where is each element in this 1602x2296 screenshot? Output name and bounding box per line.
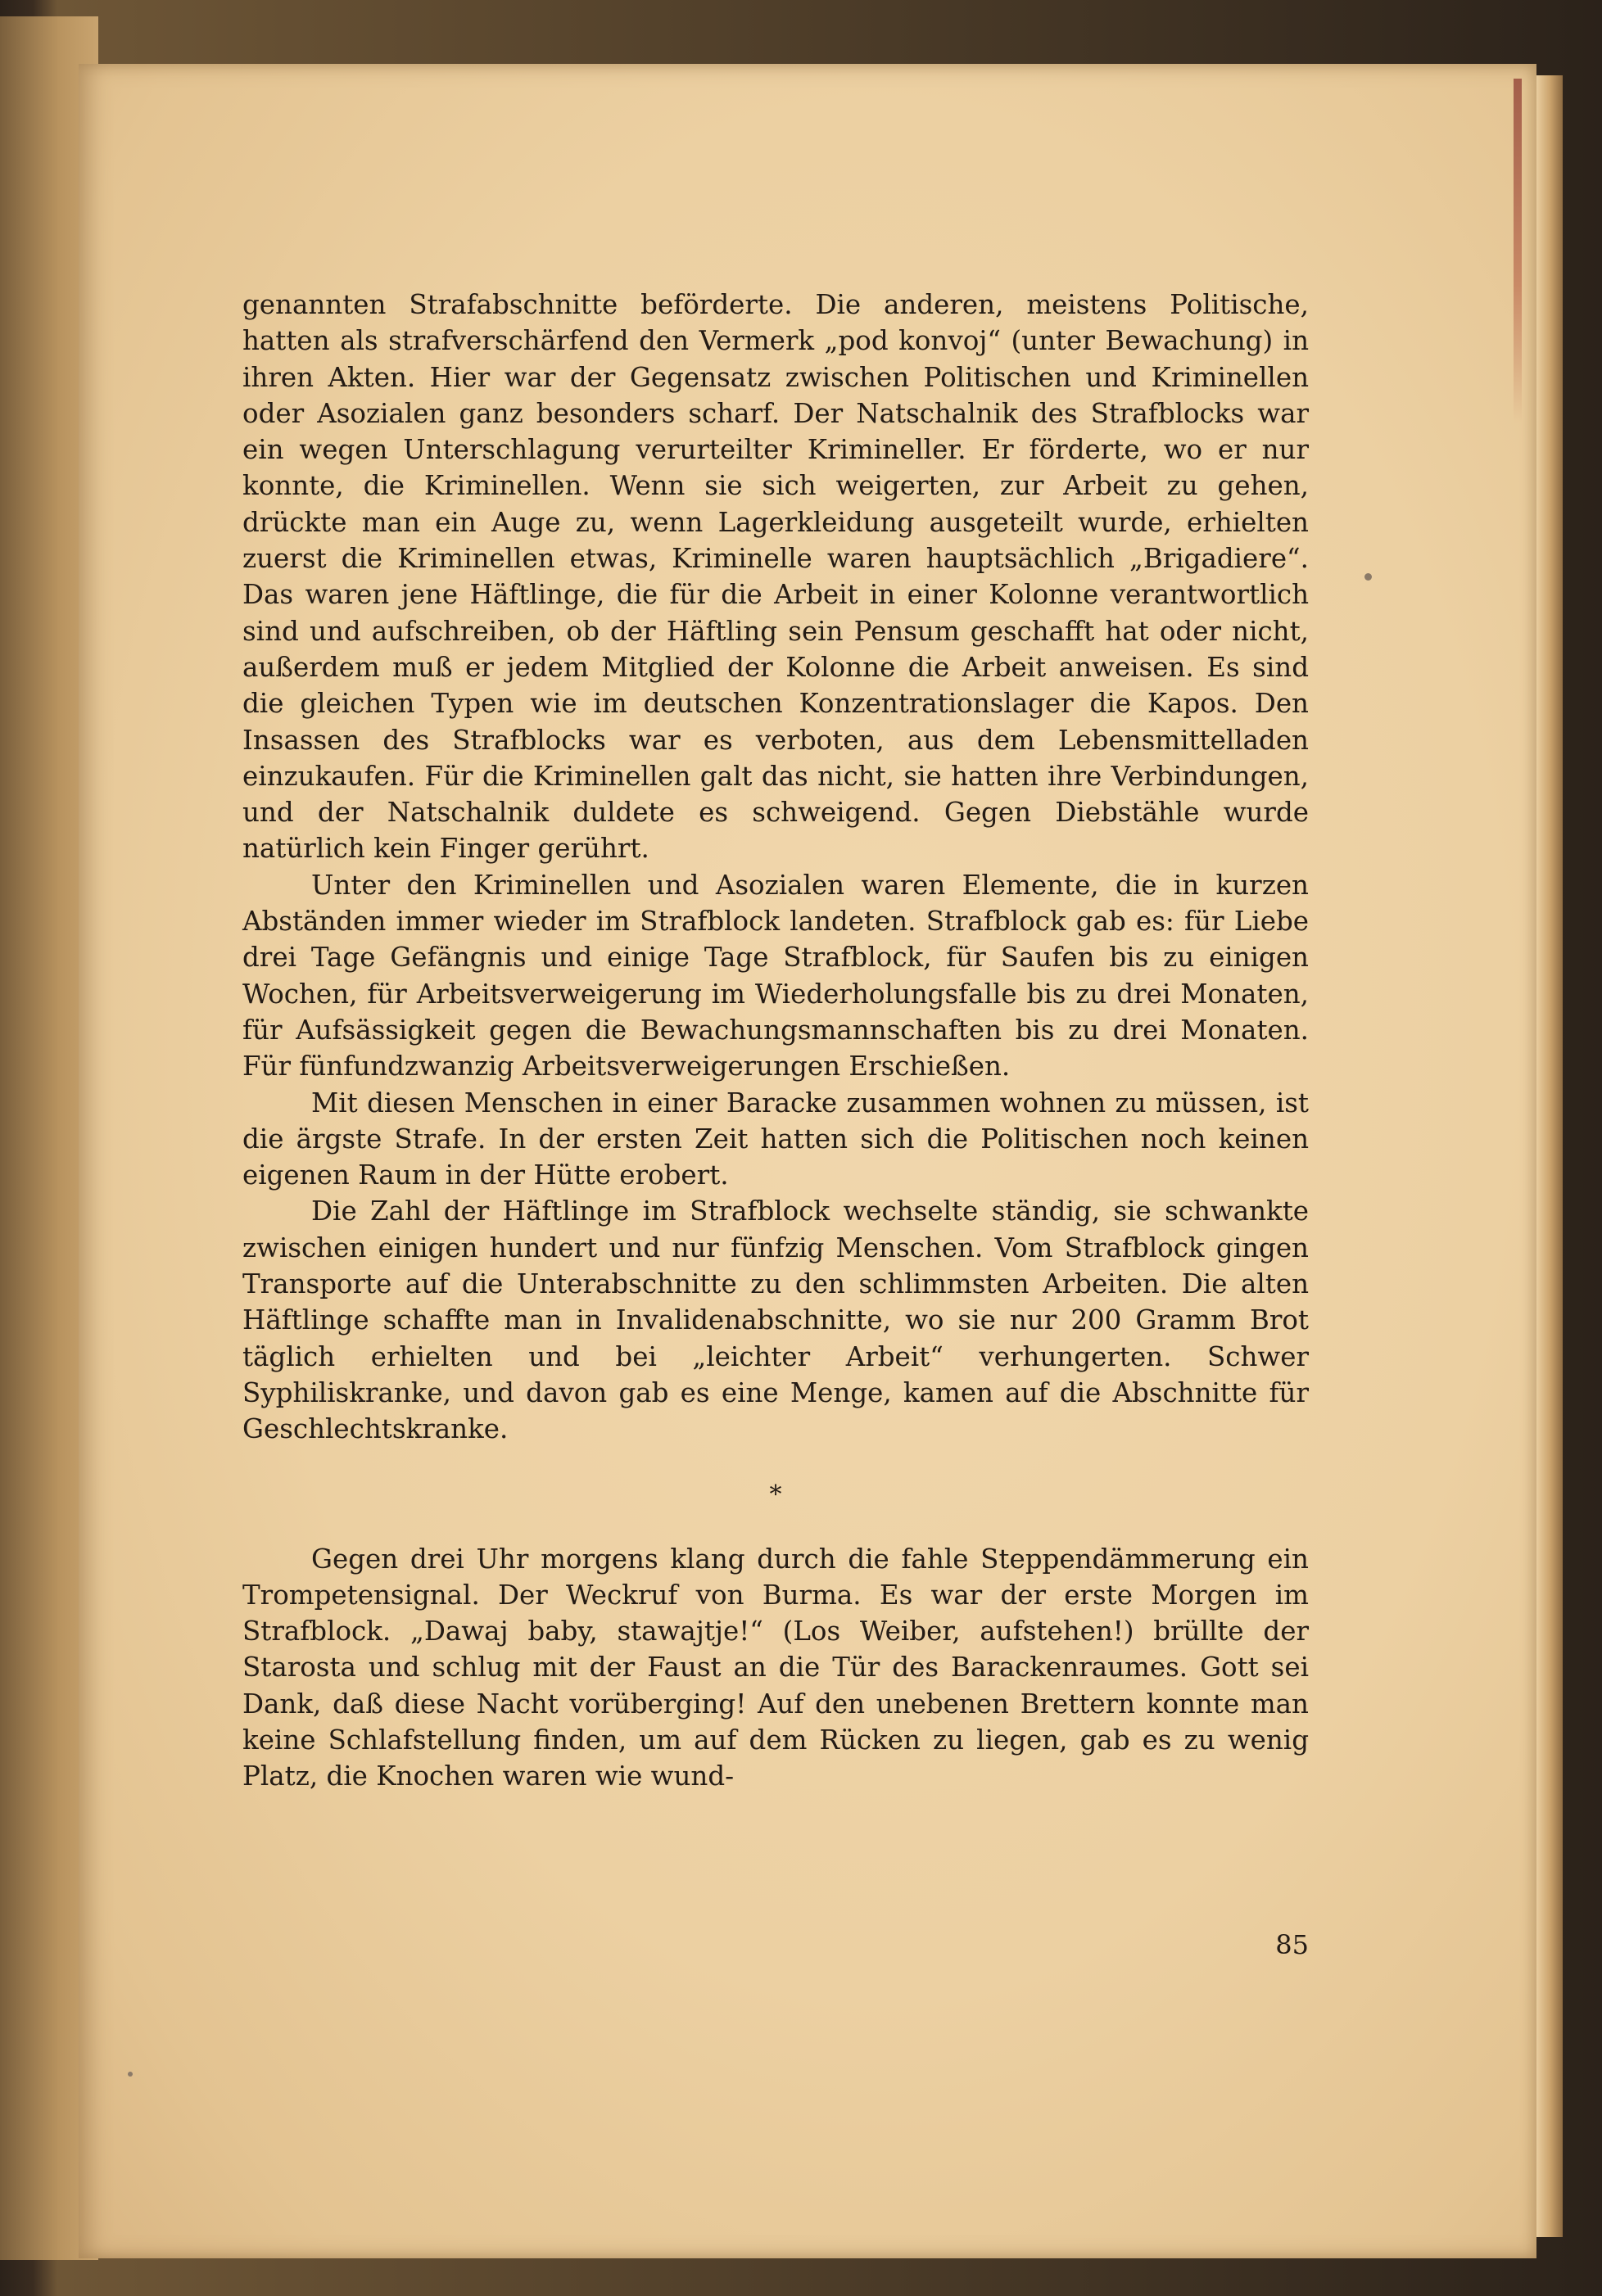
page-edge-stain bbox=[1514, 79, 1522, 423]
paper-speck bbox=[1364, 573, 1372, 581]
paragraph: Gegen drei Uhr morgens klang durch die fahle Steppendämmerung ein Trompetensignal. Der Weckruf von Burma. Es war der erste Morgen im Strafblock. „Dawaj baby, stawajtje!“ (Los Weiber, aufstehen!) brüllte der Starosta und schlug mit der Faust an die Tür des Barackenraumes. Gott sei Dank, daß diese Nacht vorüberging! Auf den unebenen Brettern konnte man keine Schlafstellung finden, um auf dem Rücken zu liegen, gab es zu wenig Platz, die Knochen waren wie wund- bbox=[242, 1543, 1309, 1792]
paragraph: Die Zahl der Häftlinge im Strafblock wechselte ständig, sie schwankte zwischen einigen hundert und nur fünfzig Menschen. Vom Strafblock gingen Transporte auf die Unterabschnitte zu den schlimmsten Arbeiten. Die alten Häftlinge schaffte man in Invalidenabschnitte, wo sie nur 200 Gramm Brot täglich erhielten und bei „leichter Arbeit“ verhungerten. Schwer Syphiliskranke, und davon gab es eine Menge, kamen auf die Abschnitte für Geschlechtskranke. bbox=[242, 1195, 1309, 1445]
paragraph: genannten Strafabschnitte beförderte. Die anderen, meistens Politische, hatten als strafverschärfend den Vermerk „pod konvoj“ (unter Bewachung) in ihren Akten. Hier war der Gegensatz zwischen Politischen und Kriminellen oder Asozialen ganz besonders scharf. Der Natschalnik des Strafblocks war ein wegen Unterschlagung verurteilter Krimineller. Er förderte, wo er nur konnte, die Kriminellen. Wenn sie sich weigerten, zur Arbeit zu gehen, drückte man ein Auge zu, wenn Lagerkleidung ausgeteilt wurde, erhielten zuerst die Kriminellen etwas, Kriminelle waren hauptsächlich „Brigadiere“. Das waren jene Häftlinge, die für die Arbeit in einer Kolonne verantwortlich sind und aufschreiben, ob der Häftling sein Pensum geschafft hat oder nicht, außerdem muß er jedem Mitglied der Kolonne die Arbeit anweisen. Es sind die gleichen Typen wie im deutschen Konzentrationslager die Kapos. Den Insassen des Strafblocks war es verboten, aus dem Lebensmittelladen einzukaufen. Für die Kriminellen galt das nicht, sie hatten ihre Verbindungen, und der Natschalnik duldete es schweigend. Gegen Diebstähle wurde natürlich kein Finger gerührt. bbox=[242, 289, 1309, 865]
section-separator: * bbox=[769, 1480, 782, 1509]
paper-speck bbox=[128, 2072, 133, 2077]
page-number: 85 bbox=[1275, 1929, 1309, 1960]
paragraph: Unter den Kriminellen und Asozialen waren Elemente, die in kurzen Abständen immer wieder im Strafblock landeten. Strafblock gab es: für Liebe drei Tage Gefängnis und einige Tage Strafblock, für Saufen bis zu einigen Wochen, für Arbeitsverweigerung im Wiederholungsfalle bis zu drei Monaten, für Aufsässigkeit gegen die Bewachungsmannschaften bis zu drei Monaten. Für fünfundzwanzig Arbeitsverweigerungen Erschießen. bbox=[242, 869, 1309, 1082]
paragraph: Mit diesen Menschen in einer Baracke zusammen wohnen zu müssen, ist die ärgste Strafe. In der ersten Zeit hatten sich die Politischen noch keinen eigenen Raum in der Hütte erobert. bbox=[242, 1087, 1309, 1191]
body-text bbox=[242, 287, 1309, 1795]
